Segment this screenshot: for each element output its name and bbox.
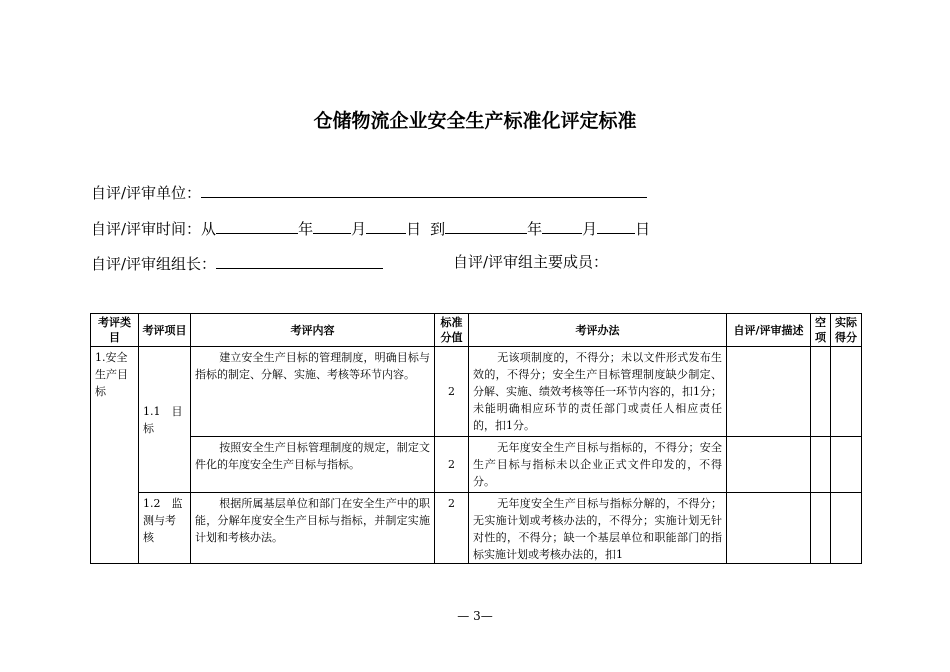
day-label-2: 日 (635, 220, 651, 238)
unit-line (91, 181, 647, 203)
table-row (91, 493, 862, 564)
desc-cell[interactable] (727, 493, 811, 564)
header-empty: 空项 (811, 314, 831, 347)
content-cell: 根据所属基层单位和部门在安全生产中的职能，分解年度安全生产目标与指标，并制定实施计划和考核办法。 (191, 493, 435, 564)
year-label: 年 (298, 220, 314, 238)
actual-cell[interactable] (831, 493, 862, 564)
members-line (453, 252, 608, 272)
method-cell: 无年度安全生产目标与指标的，不得分；安全生产目标与指标未以企业正式文件印发的，不得分。 (469, 437, 727, 493)
from-year-blank (216, 217, 298, 234)
evaluation-table (90, 313, 862, 564)
category-cell: 1.安全生产目标 (91, 347, 139, 564)
item-cell: 1.2 监测与考核 (139, 493, 191, 564)
time-line (91, 217, 650, 239)
table-row (91, 347, 862, 437)
to-day-blank (597, 217, 635, 234)
to-label: 到 (430, 220, 446, 238)
time-label: 自评/评审时间：从 (91, 220, 217, 238)
content-cell: 建立安全生产目标的管理制度，明确目标与指标的制定、分解、实施、考核等环节内容。 (191, 347, 435, 437)
page-number: — 3— (457, 609, 493, 623)
to-year-blank (445, 217, 527, 234)
method-cell: 无该项制度的，不得分；未以文件形式发布生效的，不得分；安全生产目标管理制度缺少制定、分解、实施、绩效考核等任一环节内容的，扣1分；未能明确相应环节的责任部门或责任人相应责任的，扣1分。 (469, 347, 727, 437)
month-label-2: 月 (582, 220, 598, 238)
method-text: 无年度安全生产目标与指标分解的，不得分；无实施计划或考核办法的，不得分；实施计划无针对性的，不得分；缺一个基层单位和职能部门的指标实施计划或考核办法的，扣1 (473, 497, 722, 561)
month-label: 月 (351, 220, 367, 238)
year-label-2: 年 (527, 220, 543, 238)
header-item: 考评项目 (139, 314, 191, 347)
day-label: 日 (406, 220, 422, 238)
table-header-row (91, 314, 862, 347)
from-day-blank (366, 217, 406, 234)
header-desc: 自评/评审描述 (727, 314, 811, 347)
actual-cell[interactable] (831, 437, 862, 493)
unit-blank (201, 181, 647, 198)
empty-cell[interactable] (811, 347, 831, 437)
header-actual: 实际得分 (831, 314, 862, 347)
header-score: 标准分值 (435, 314, 469, 347)
method-cell (469, 493, 727, 564)
header-category: 考评类目 (91, 314, 139, 347)
from-month-blank (313, 217, 351, 234)
score-cell: 2 (435, 347, 469, 437)
header-method: 考评办法 (469, 314, 727, 347)
leader-line (91, 252, 383, 274)
to-month-blank (542, 217, 582, 234)
members-label: 自评/评审组主要成员： (453, 253, 609, 271)
leader-label: 自评/评审组组长： (91, 255, 217, 273)
header-content: 考评内容 (191, 314, 435, 347)
score-cell: 2 (435, 437, 469, 493)
desc-cell[interactable] (727, 437, 811, 493)
empty-cell[interactable] (811, 437, 831, 493)
unit-label: 自评/评审单位： (91, 184, 202, 202)
score-cell: 2 (435, 493, 469, 564)
actual-cell[interactable] (831, 347, 862, 437)
item-cell: 1.1 目标 (139, 347, 191, 493)
leader-blank (216, 252, 383, 269)
desc-cell[interactable] (727, 347, 811, 437)
empty-cell[interactable] (811, 493, 831, 564)
document-title: 仓储物流企业安全生产标准化评定标准 (313, 110, 637, 132)
table-row (91, 437, 862, 493)
content-cell: 按照安全生产目标管理制度的规定，制定文件化的年度安全生产目标与指标。 (191, 437, 435, 493)
